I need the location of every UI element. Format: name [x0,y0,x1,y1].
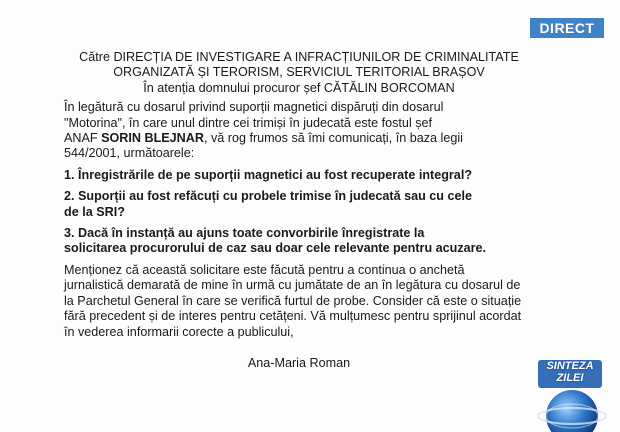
signature: Ana-Maria Roman [247,355,351,370]
intro-paragraph [64,100,534,162]
question-3-line-2: solicitarea procurorului de caz sau doar cele relevante pentru acuzare. [64,241,487,256]
closing-paragraph [64,263,534,340]
question-1-line-1: 1. Înregistrările de pe suporții magnetici au fost recuperate integral? [64,167,473,182]
question-3-line-1: 3. Dacă în instanță au ajuns toate convorbirile înregistrate la [64,226,425,241]
letter-header [64,50,534,96]
intro-line-3 [64,131,534,146]
intro-line-2: "Motorina", în care unul dintre cei trimiși în judecată este fostul șef [64,115,433,130]
closing-line-3: la Parchetul General în care se verifică furtul de probe. Consider că este o situație [64,293,522,308]
header-line-2: ORGANIZATĂ ȘI TERORISM, SERVICIUL TERITORIAL BRAȘOV [113,65,485,80]
question-1 [64,168,534,183]
live-direct-badge: DIRECT [530,18,604,38]
header-line-3: În atenția domnului procuror șef CĂTĂLIN BORCOMAN [143,80,455,95]
closing-line-4: fără precedent și de interes pentru cetățeni. Vă mulțumesc pentru sprijinul acordat [64,309,522,324]
logo-line-1: SINTEZA [546,360,594,372]
intro-rest: , vă rog frumos să îmi comunicați, în baza legii [203,131,463,146]
closing-line-2: jurnalistică demarată de mine în urmă cu jumătate de an în legătura cu dosarul de [64,278,521,293]
header-line-1: Către DIRECȚIA DE INVESTIGARE A INFRACȚIUNILOR DE CRIMINALITATE [79,50,519,64]
letter-document [64,50,534,371]
question-3 [64,226,534,257]
show-logo-text [540,360,600,384]
closing-line-1: Menționez că această solicitare este făcută pentru a continua o anchetă [64,262,465,277]
logo-line-2: ZILEI [556,372,584,384]
intro-anaf: ANAF [64,131,102,146]
intro-line-4: 544/2001, următoarele: [64,146,195,161]
question-2 [64,189,534,220]
closing-line-5: în vederea informarii corecte a publicului, [64,324,294,339]
question-2-line-2: de la SRI? [64,204,125,219]
intro-line-1: În legătură cu dosarul privind suporții magnetici dispăruți din dosarul [64,100,444,115]
intro-name: SORIN BLEJNAR [101,131,204,146]
question-2-line-1: 2. Suporții au fost refăcuți cu probele trimise în judecată sau cu cele [64,189,473,204]
